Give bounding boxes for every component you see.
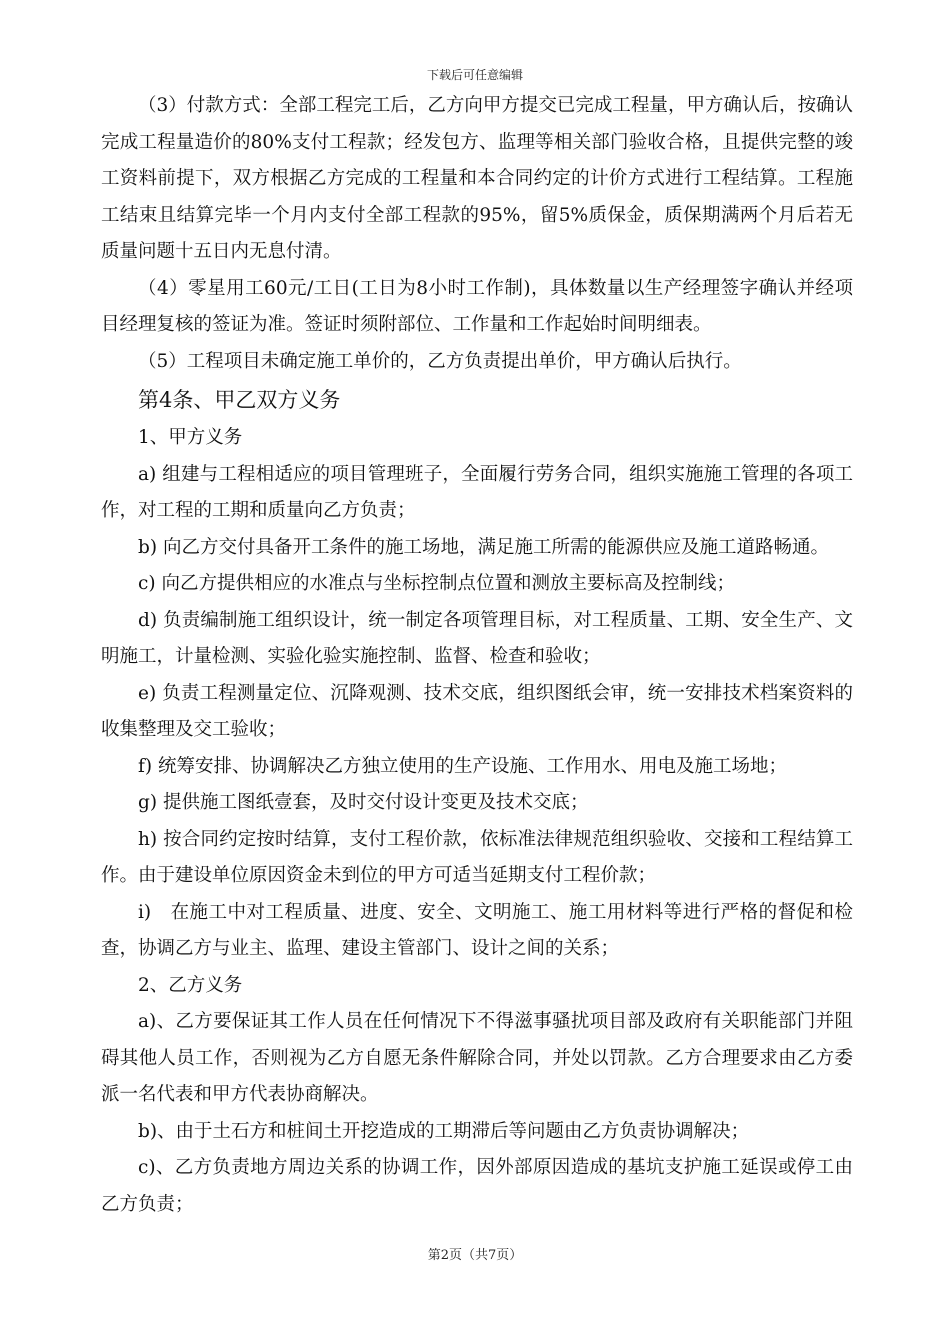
party-b-item-b: b)、由于土石方和桩间土开挖造成的工期滞后等问题由乙方负责协调解决； — [138, 1120, 750, 1142]
page-header: 下载后可任意编辑 — [426, 68, 523, 82]
document-body — [101, 88, 853, 1223]
party-a-item-a: a) 组建与工程相适应的项目管理班子，全面履行劳务合同，组织实施施工管理的各项工作，对工程的工期和质量向乙方负责； — [101, 463, 853, 521]
subheading-party-a: 1、甲方义务 — [138, 427, 243, 448]
subheading-party-b: 2、乙方义务 — [138, 974, 243, 996]
party-a-item-b: b) 向乙方交付具备开工条件的施工场地，满足施工所需的能源供应及施工道路畅通。 — [138, 536, 829, 558]
party-a-item-e: e) 负责工程测量定位、沉降观测、技术交底，组织图纸会审，统一安排技术档案资料的收集整理及交工验收； — [101, 682, 853, 740]
paragraph-unit-price: （5）工程项目未确定施工单价的，乙方负责提出单价，甲方确认后执行。 — [138, 350, 742, 372]
party-a-item-g: g) 提供施工图纸壹套，及时交付设计变更及技术交底； — [138, 792, 589, 813]
paragraph-payment-method: （3）付款方式：全部工程完工后，乙方向甲方提交已完成工程量，甲方确认后，按确认完成工程量造价的80%支付工程款；经发包方、监理等相关部门验收合格，且提供完整的竣工资料前提下，双方根据乙方完成的工程量和本合同约定的计价方式进行工程结算。工程施工结束且结算完毕一个月内支付全部工程款的95%，留5%质保金，质保期满两个月后若无质量问题十五日内无息付清。 — [101, 95, 853, 262]
paragraph-casual-labor: （4）零星用工60元/工日(工日为8小时工作制)，具体数量以生产经理签字确认并经项目经理复核的签证为准。签证时须附部位、工作量和工作起始时间明细表。 — [101, 277, 853, 335]
party-a-item-i: i) 在施工中对工程质量、进度、安全、文明施工、施工用材料等进行严格的督促和检查，协调乙方与业主、监理、建设主管部门、设计之间的关系； — [101, 901, 853, 959]
page-footer: 第2页（共7页） — [427, 1248, 523, 1263]
party-a-item-h: h) 按合同约定按时结算，支付工程价款，依标准法律规范组织验收、交接和工程结算工作。由于建设单位原因资金未到位的甲方可适当延期支付工程价款； — [101, 828, 853, 886]
party-a-item-c: c) 向乙方提供相应的水准点与坐标控制点位置和测放主要标高及控制线； — [138, 573, 735, 594]
party-b-item-c: c)、乙方负责地方周边关系的协调工作，因外部原因造成的基坑支护施工延误或停工由乙方负责； — [101, 1157, 853, 1215]
section-title-article-4: 第4条、甲乙双方义务 — [138, 388, 341, 412]
party-a-item-d: d) 负责编制施工组织设计，统一制定各项管理目标，对工程质量、工期、安全生产、文明施工，计量检测、实验化验实施控制、监督、检查和验收； — [101, 609, 853, 667]
party-a-item-f: f) 统筹安排、协调解决乙方独立使用的生产设施、工作用水、用电及施工场地； — [138, 755, 787, 777]
party-b-item-a: a)、乙方要保证其工作人员在任何情况下不得滋事骚扰项目部及政府有关职能部门并阻碍其他人员工作，否则视为乙方自愿无条件解除合同，并处以罚款。乙方合理要求由乙方委派一名代表和甲方代表协商解决。 — [101, 1011, 853, 1105]
